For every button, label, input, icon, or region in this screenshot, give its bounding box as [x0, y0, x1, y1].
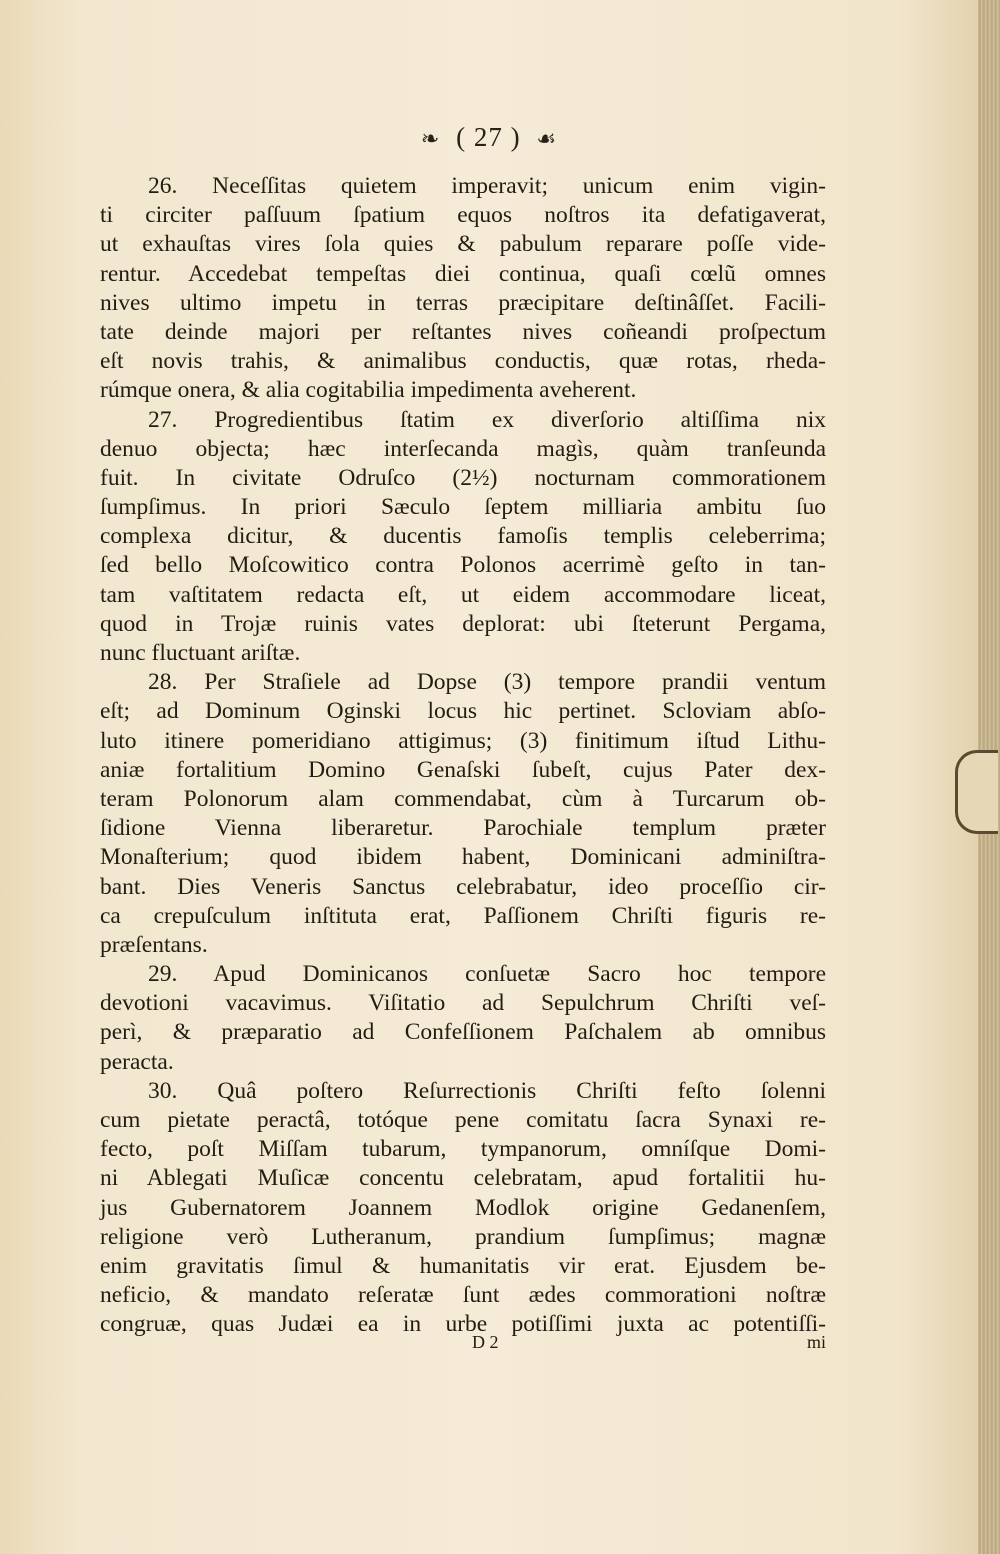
text-line: complexa dicitur, & ducentis famoſis templis celeberrima;: [100, 523, 826, 550]
text-line: neficio, & mandato reſeratæ ſunt ædes commorationi noſtræ: [100, 1282, 826, 1309]
paragraph-27-line: 27. Progredientibus ſtatim ex diverſorio altiſſima nix: [148, 406, 826, 433]
text-line: denuo objecta; hæc interſecanda magìs, quàm tranſeunda: [100, 435, 826, 462]
text-line: ca crepuſculum inſtituta erat, Paſſionem Chriſti figuris re-: [100, 902, 826, 929]
text-line: bant. Dies Veneris Sanctus celebrabatur, ideo proceſſio cir-: [100, 873, 826, 900]
paragraph-26-line: 26. Neceſſitas quietem imperavit; unicum enim vigin-: [148, 173, 826, 199]
text-line: tam vaſtitatem redacta eſt, ut eidem accommodare liceat,: [100, 581, 826, 608]
text-line: quod in Trojæ ruinis vates deplorat: ubi ſteterunt Pergama,: [100, 610, 826, 637]
text-line: eſt; ad Dominum Oginski locus hic pertinet. Scloviam abſo-: [100, 698, 826, 725]
book-clasp: [955, 750, 998, 834]
text-line: enim gravitatis ſimul & humanitatis vir erat. Ejusdem be-: [100, 1252, 826, 1279]
text-line: ſed bello Moſcowitico contra Polonos acerrimè geſto in tan-: [100, 552, 826, 579]
catchword: mi: [806, 1332, 826, 1352]
text-line: tate deinde majori per reſtantes nives coñeandi proſpectum: [100, 318, 826, 345]
text-line: ni Ablegati Muſicæ concentu celebratam, apud fortalitii hu-: [100, 1165, 826, 1192]
body-text: [100, 172, 826, 1340]
page-number: ( 27 ): [456, 122, 521, 152]
text-line: nunc fluctuant ariſtæ.: [100, 640, 301, 666]
paragraph-30-line: 30. Quâ poſtero Reſurrectionis Chriſti feſto ſolenni: [148, 1077, 826, 1104]
text-line: peracta.: [100, 1048, 174, 1075]
page-header: [0, 122, 978, 153]
paragraph-28-line: 28. Per Straſiele ad Dopse (3) tempore prandii ventum: [148, 669, 826, 696]
text-line: eſt novis trahis, & animalibus conductis, quæ rotas, rheda-: [100, 348, 826, 375]
text-line: Monaſterium; quod ibidem habent, Dominicani adminiſtra-: [100, 844, 826, 871]
page-footer: [100, 1332, 826, 1356]
text-line: fuit. In civitate Odruſco (2½) nocturnam commorationem: [100, 464, 826, 491]
text-line: teram Polonorum alam commendabat, cùm à Turcarum ob-: [100, 785, 826, 812]
right-ornament-icon: ☙: [536, 126, 558, 151]
signature-mark: D 2: [472, 1332, 499, 1352]
text-line: jus Gubernatorem Joannem Modlok origine Gedanenſem,: [100, 1194, 826, 1221]
text-line: rentur. Accedebat tempeſtas diei continua, quaſi cœlũ omnes: [100, 260, 826, 287]
text-line: perì, & præparatio ad Confeſſionem Paſchalem ab omnibus: [100, 1019, 826, 1046]
text-line: fecto, poſt Miſſam tubarum, tympanorum, omníſque Domi-: [100, 1136, 826, 1163]
text-line: luto itinere pomeridiano attigimus; (3) finitimum iſtud Lithu-: [100, 727, 826, 754]
text-line: religione verò Lutheranum, prandium ſumpſimus; magnæ: [100, 1223, 826, 1250]
left-ornament-icon: ❧: [420, 126, 441, 151]
paragraph-29-line: 29. Apud Dominicanos conſuetæ Sacro hoc tempore: [148, 961, 826, 988]
text-line: aniæ fortalitium Domino Genaſski ſubeſt, cujus Pater dex-: [100, 756, 826, 783]
text-line: ti circiter paſſuum ſpatium equos noſtros ita defatigaverat,: [100, 202, 826, 229]
text-line: ut exhauſtas vires ſola quies & pabulum reparare poſſe vide-: [100, 231, 826, 258]
text-line: devotioni vacavimus. Viſitatio ad Sepulchrum Chriſti veſ-: [100, 990, 826, 1017]
text-line: cum pietate peractâ, totóque pene comitatu ſacra Synaxi re-: [100, 1107, 826, 1133]
text-line: nives ultimo impetu in terras præcipitare deſtinâſſet. Facili-: [100, 289, 826, 316]
text-line: ſidione Vienna liberaretur. Parochiale templum præter: [100, 815, 826, 842]
text-line: congruæ, quas Judæi ea in urbe potiſſimi juxta ac potentiſſi-: [100, 1311, 826, 1338]
text-line: ſumpſimus. In priori Sæculo ſeptem milliaria ambitu ſuo: [100, 494, 826, 521]
text-line: rúmque onera, & alia cogitabilia impedimenta aveherent.: [100, 377, 637, 404]
text-line: præſentans.: [100, 931, 208, 958]
